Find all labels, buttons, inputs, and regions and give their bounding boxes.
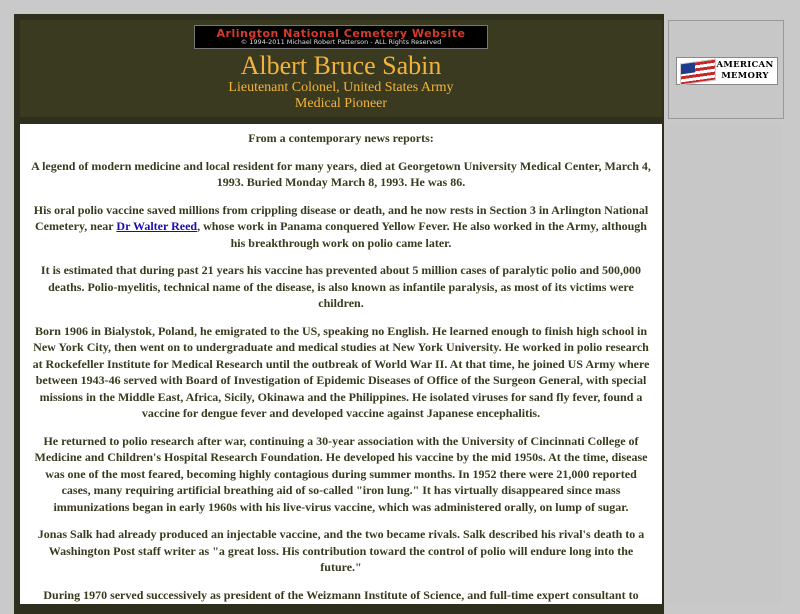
paragraph-salk: Jonas Salk had already produced an injectable vaccine, and the two became rivals. Salk described his rival's death to a Washington Post staff writer as "a great loss. His contribution toward the control of polio will endure long into the future."	[37, 527, 645, 574]
paragraph-impact: It is estimated that during past 21 years his vaccine has prevented about 5 million cases of paralytic polio and 500,000 deaths. Polio-myelitis, technical name of the disease, is also known as infantile paralysis, as most of its victims were children.	[40, 263, 642, 310]
paragraph-text: His oral polio vaccine saved millions from crippling disease or death, and he now rests in Section 3 in Arlington National Cemetery, near	[33, 202, 649, 233]
rank-subtitle: Lieutenant Colonel, United States Army	[228, 80, 454, 95]
header	[20, 20, 662, 117]
sidebar-top	[668, 20, 784, 119]
role-subtitle: Medical Pioneer	[294, 96, 388, 111]
banner-copyright: © 1994-2011 Michael Robert Patterson - ALL Rights Reserved	[240, 38, 442, 46]
site-banner[interactable]	[194, 25, 488, 49]
american-memory-logo[interactable]	[676, 57, 778, 85]
main-content	[20, 124, 662, 604]
intro-paragraph: From a contemporary news reports:	[248, 131, 434, 145]
paragraph-vaccine	[30, 202, 652, 252]
paragraph-biography: Born 1906 in Bialystok, Poland, he emigrated to the US, speaking no English. He learned enough to finish high school in New York City, then went on to undergraduate and medical studies at New York University. He worked in polio research at Rockefeller Institute for Medical Research until the outbreak of World War II. At that time, he joined US Army where between 1943-46 served with Board of Investigation of Epidemic Diseases of Office of the Surgeon General, with special missions in the Middle East, Africa, Sicily, Okinawa and the Philippines. He isolated viruses for sand fly fever, found a vaccine for dengue fever and developed vaccine against Japanese encephalitis.	[32, 323, 650, 420]
walter-reed-link[interactable]: Dr Walter Reed	[116, 219, 198, 233]
paragraph-text: , whose work in Panama conquered Yellow Fever. He also worked in the Army, although his breakthrough work on polio came later.	[197, 219, 647, 250]
paragraph-death: A legend of modern medicine and local resident for many years, died at Georgetown University Medical Center, March 4, 1993. Buried Monday March 8, 1993. He was 86.	[31, 158, 651, 189]
sidebar	[668, 124, 782, 604]
us-flag-icon	[680, 58, 716, 85]
american-memory-label: AMERICAN MEMORY	[716, 60, 774, 81]
page-title: Albert Bruce Sabin	[240, 51, 442, 80]
paragraph-research: He returned to polio research after war, continuing a 30-year association with the University of Cincinnati College of Medicine and Children's Hospital Research Foundation. He developed his vaccine by the mid 1950s. At the time, disease was one of the most feared, becoming highly contagious during summer months. In 1952 there were 21,000 reported cases, many requiring artificial breathing aid of so-called "iron lung." It has virtually disappeared since mass immunizations began in early 1960s with his live-virus vaccine, which was administered orally, on lump of sugar.	[34, 433, 648, 514]
banner-title: Arlington National Cemetery Website	[216, 27, 466, 40]
paragraph-weizmann: During 1970 served successively as president of the Weizmann Institute of Science, and full-time expert consultant to	[43, 587, 639, 602]
